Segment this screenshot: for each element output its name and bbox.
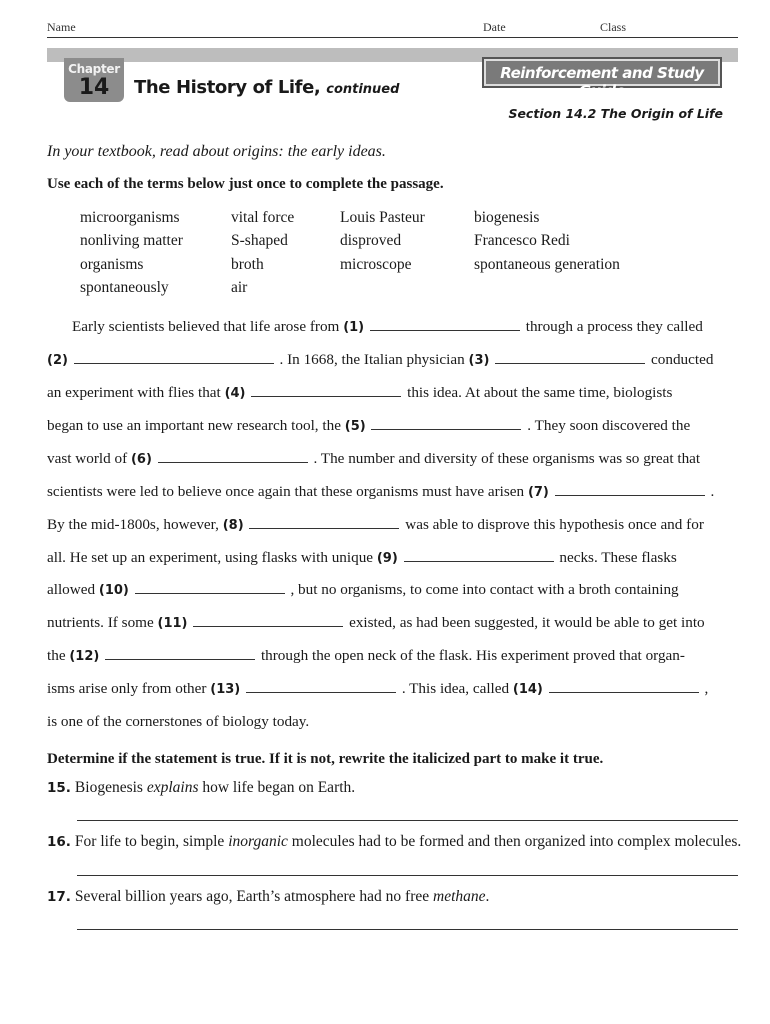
passage-text: necks. These flasks: [559, 549, 677, 566]
passage-text: this idea. At about the same time, biologists: [407, 384, 673, 401]
answer-blank-1[interactable]: [370, 318, 520, 331]
passage-text: , but no organisms, to come into contact with a broth containing: [290, 581, 679, 598]
passage-text: Early scientists believed that life arose from: [72, 318, 340, 335]
chapter-number: 14: [78, 75, 110, 100]
study-guide-label: Reinforcement and Study Guide: [500, 64, 704, 100]
passage-line: [47, 483, 737, 501]
answer-line-16[interactable]: [77, 875, 738, 876]
term: nonliving matter: [80, 232, 183, 249]
answer-blank-5[interactable]: [371, 417, 521, 430]
term: S-shaped: [231, 232, 288, 249]
passage-line: [47, 647, 737, 665]
passage-text: conducted: [651, 351, 714, 368]
answer-line-17[interactable]: [77, 929, 738, 930]
passage-text: nutrients. If some: [47, 614, 154, 631]
term: microscope: [340, 256, 412, 273]
term: microorganisms: [80, 209, 180, 226]
question-text: how life began on Earth.: [198, 779, 356, 796]
passage-line: [47, 516, 737, 534]
passage-text: is one of the cornerstones of biology today.: [47, 713, 310, 730]
question-16: [47, 833, 741, 851]
blank-number: (2): [47, 353, 68, 368]
passage-line: [47, 549, 737, 567]
passage-line: [47, 384, 737, 402]
blank-number: (9): [376, 551, 398, 566]
passage-line: [47, 680, 737, 698]
chapter-word: Chapter: [68, 62, 120, 76]
passage-line: [47, 450, 737, 468]
passage-text: By the mid-1800s, however,: [47, 516, 219, 533]
passage-text: was able to disprove this hypothesis once and for: [405, 516, 704, 533]
italic-term: inorganic: [228, 833, 288, 850]
answer-blank-13[interactable]: [246, 680, 396, 693]
blank-number: (7): [527, 485, 549, 500]
question-text: molecules had to be formed and then organized into complex molecules.: [287, 833, 742, 850]
term: spontaneously: [80, 279, 169, 296]
blank-number: (1): [343, 320, 365, 335]
section-title: Section 14.2 The Origin of Life: [508, 106, 723, 121]
passage-text: . In 1668, the Italian physician: [279, 351, 465, 368]
passage-text: . This idea, called: [401, 680, 510, 697]
term: disproved: [340, 232, 402, 249]
answer-blank-9[interactable]: [404, 549, 554, 562]
chapter-title-text: The History of Life,: [134, 77, 321, 98]
header-rule: [47, 37, 738, 38]
passage-line: [47, 351, 737, 369]
term: spontaneous generation: [474, 256, 620, 273]
answer-blank-14[interactable]: [549, 680, 699, 693]
blank-number: (13): [210, 682, 241, 697]
passage-text: isms arise only from other: [47, 680, 207, 697]
passage-text: an experiment with flies that: [47, 384, 221, 401]
answer-blank-8[interactable]: [249, 516, 399, 529]
name-label: Name: [47, 20, 76, 34]
question-number: 16.: [47, 834, 71, 850]
term: air: [231, 279, 248, 296]
passage-line: [47, 318, 737, 336]
study-guide-badge: [482, 57, 722, 100]
passage-text: . They soon discovered the: [527, 417, 691, 434]
passage-line: [47, 417, 737, 435]
answer-blank-4[interactable]: [251, 384, 401, 397]
passage-text: existed, as had been suggested, it would be able to get into: [349, 614, 705, 631]
answer-line-15[interactable]: [77, 820, 738, 821]
directions-passage: Use each of the terms below just once to complete the passage.: [47, 176, 444, 192]
blank-number: (4): [224, 386, 246, 401]
date-label: Date: [483, 20, 506, 34]
answer-blank-3[interactable]: [495, 351, 645, 364]
chapter-tab: [64, 58, 124, 102]
italic-term: explains: [146, 779, 199, 796]
blank-number: (8): [222, 518, 244, 533]
question-number: 15.: [47, 780, 71, 796]
answer-blank-10[interactable]: [135, 581, 285, 594]
term: organisms: [80, 256, 144, 273]
italic-term: methane: [433, 888, 486, 905]
term: broth: [231, 256, 264, 273]
passage-text: allowed: [47, 581, 96, 598]
answer-blank-6[interactable]: [158, 450, 308, 463]
passage-text: scientists were led to believe once again that these organisms must have arisen: [47, 483, 525, 500]
question-text: .: [485, 888, 490, 905]
passage-text: vast world of: [47, 450, 128, 467]
blank-number: (14): [512, 682, 543, 697]
answer-blank-12[interactable]: [105, 647, 255, 660]
passage-line: [47, 614, 737, 632]
question-text: Several billion years ago, Earth’s atmosphere had no free: [74, 888, 434, 905]
passage-text: through the open neck of the flask. His experiment proved that organ-: [260, 647, 685, 664]
question-text: For life to begin, simple: [74, 833, 229, 850]
question-number: 17.: [47, 889, 71, 905]
passage-line: [47, 581, 737, 599]
class-label: Class: [600, 20, 627, 34]
passage-text: all. He set up an experiment, using flasks with unique: [47, 549, 374, 566]
passage-text: through a process they called: [525, 318, 703, 335]
passage-text: .: [710, 483, 715, 500]
directions-true-false: Determine if the statement is true. If it is not, rewrite the italicized part to make it true.: [47, 751, 604, 767]
chapter-continued: continued: [326, 82, 400, 97]
passage-text: the: [47, 647, 66, 664]
blank-number: (5): [344, 419, 366, 434]
answer-blank-11[interactable]: [193, 614, 343, 627]
blank-number: (3): [468, 353, 490, 368]
term: vital force: [231, 209, 295, 226]
answer-blank-7[interactable]: [555, 483, 705, 496]
intro-text: In your textbook, read about origins: the early ideas.: [47, 143, 386, 160]
passage-text: . The number and diversity of these organisms was so great that: [313, 450, 701, 467]
blank-number: (11): [157, 616, 188, 631]
chapter-title: [134, 77, 399, 98]
term: Francesco Redi: [474, 232, 570, 249]
blank-number: (10): [98, 583, 129, 598]
term: Louis Pasteur: [340, 209, 425, 226]
blank-number: (6): [130, 452, 152, 467]
question-17: [47, 888, 489, 906]
passage-text: ,: [704, 680, 709, 697]
passage-line: [47, 713, 737, 731]
passage-text: began to use an important new research tool, the: [47, 417, 341, 434]
answer-blank-2[interactable]: [74, 351, 274, 364]
term: biogenesis: [474, 209, 540, 226]
blank-number: (12): [69, 649, 100, 664]
question-text: Biogenesis: [74, 779, 147, 796]
question-15: [47, 779, 355, 797]
